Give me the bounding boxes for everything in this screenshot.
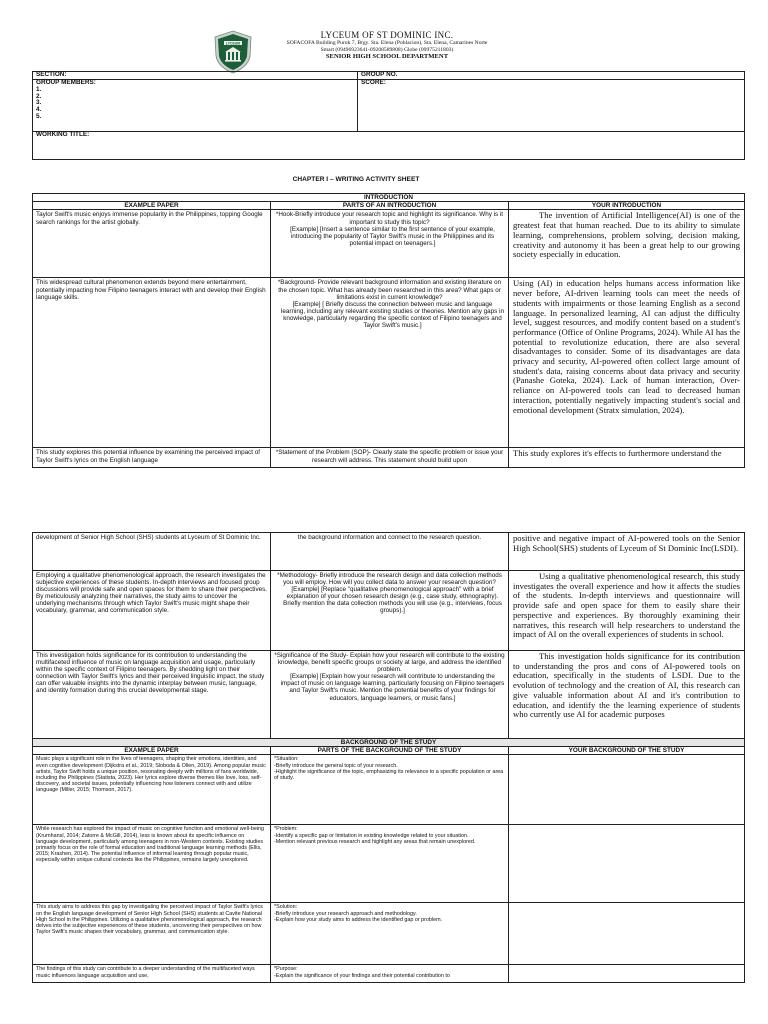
col-example-paper: EXAMPLE PAPER xyxy=(33,202,271,210)
logo-text: LYCEUM xyxy=(225,41,241,46)
parts-significance: *Significance of the Study- Explain how your research will contribute to the existing knowledge, benefit specific groups or society at large, and address the identified problem. [Example] [Explain how your research will contribute to understanding the impact of music on language learning, particularly focusing on Filipino teenagers and Taylor Swift's music. Mention the potential benefits of your findings for educators, language learners, or music fans.] xyxy=(271,651,509,739)
school-header xyxy=(262,30,512,61)
background-section-header: BACKGROUND OF THE STUDY xyxy=(33,739,745,747)
parts-methodology: *Methodology- Briefly introduce the research design and data collection methods you will employ. How will you collect data to answer your research question? [Example] [Replace "qualitative phenomenological approach" with a brief explanation of your chosen research design (e.g., case study, ethnography). Briefly mention the data collection methods you will use (e.g., interviews, focus groups).] xyxy=(271,571,509,651)
member-line: 1. xyxy=(36,85,42,93)
example-background: This widespread cultural phenomenon extends beyond mere entertainment, potentially impacting how Filipino teenagers interact with and develop their English language skills. xyxy=(33,278,271,448)
example-significance: This investigation holds significance for its contribution to understanding the multifaceted influence of music on language acquisition and usage, particularly within the specific context of Filipino teenagers. By shedding light on their connection with Taylor Swift's lyrics and their perceived linguistic impact, the study can offer valuable insights into the dynamic interplay between music, language, and identity formation during this crucial developmental stage. xyxy=(33,651,271,739)
member-line: 2. xyxy=(36,92,42,100)
parts-sop: *Statement of the Problem (SOP)- Clearly state the specific problem or issue your research will address. This statement should build upon xyxy=(271,448,509,468)
example-sop: This study explores this potential influence by examining the perceived impact of Taylor Swift's lyrics on the English language xyxy=(33,448,271,468)
sheet-title: CHAPTER I – WRITING ACTIVITY SHEET xyxy=(292,176,420,183)
group-members-field[interactable]: GROUP MEMBERS: 1. 2. 3. 4. 5. xyxy=(33,80,358,132)
working-title-field[interactable]: WORKING TITLE: xyxy=(33,132,745,160)
col-bg-example-paper: EXAMPLE PAPER xyxy=(33,747,271,755)
col-your-intro: YOUR INTRODUCTION xyxy=(509,202,745,210)
page-two xyxy=(0,528,768,1024)
intro-section-header: INTRODUCTION xyxy=(33,194,745,202)
school-name: LYCEUM OF ST DOMINIC INC. xyxy=(320,30,454,40)
parts-sop-continued: the background information and connect to the research question. xyxy=(271,533,509,571)
your-hook[interactable]: The invention of Artificial Intelligence(AI) is one of the greatest feat that human reached. Due to its ability to simulate learning, comprehensions, problem solving, decision making, creativity and autonomy it has been a great help to our growing society especially in education. xyxy=(509,210,745,278)
your-background[interactable]: Using (AI) in education helps humans access information like never before, AI-driven learning tools can meet the needs of students with impairments or those learning English as a second language. In personalized learning, AI can adjust the difficulty level, suggest resources, and modify content based on a student's performance (Office of Online Programs, 2024). While AI has the potential to revolutionize education, there are also several disadvantages to consider. Some of its disadvantages are data privacy and security, AI-powered often collect large amount of student's data, raising concerns about data privacy and security (Panashe Goteka, 2024). Lack of human interaction, Over-reliance on AI-powered tools can lead to decreased human interaction, potentially negatively impacting student's social and emotional development (Stratx simulation, 2024). xyxy=(509,278,745,448)
bg-your-purpose[interactable] xyxy=(509,965,745,983)
your-sop-continued[interactable]: positive and negative impact of AI-powered tools on the Senior High School(SHS) students of Lyceum of St Dominic Inc(LSDI). xyxy=(509,533,745,571)
bg-parts-purpose: *Purpose: -Explain the significance of your findings and their potential contribution to xyxy=(271,965,509,983)
your-significance[interactable]: This investigation holds significance for its contribution to understanding the pros and cons of AI-powered tools on education, specifically in the students of LSDI. Due to the evolution of technology and the creation of AI, this research can give valuable information about AI and it's contribution to education, and identify the the learning experience of students who currently use AI for academic purposes xyxy=(509,651,745,739)
bg-your-problem[interactable] xyxy=(509,825,745,903)
group-no-field[interactable]: GROUP NO. xyxy=(358,72,745,80)
intro-table-part-one xyxy=(32,193,744,468)
col-parts-intro: PARTS OF AN INTRODUCTION xyxy=(271,202,509,210)
bg-parts-situation: *Situation: -Briefly introduce the general topic of your research. -Highlight the significance of the topic, emphasizing its relevance to a specific population or area of study. xyxy=(271,755,509,825)
intro-table-part-two xyxy=(32,532,744,983)
parts-hook: *Hook-Briefly introduce your research topic and highlight its significance. Why is it important to study this topic? [Example] [Insert a sentence similar to the first sentence of your example, introducing the popularity of Taylor Swift's music in the Philippines and its potential impact on teenagers.] xyxy=(271,210,509,278)
bg-example-purpose: The findings of this study can contribute to a deeper understanding of the multifaceted ways music influences language acquisition and use, xyxy=(33,965,271,983)
col-bg-parts: PARTS OF THE BACKGROUND OF THE STUDY xyxy=(271,747,509,755)
bg-example-situation: Music plays a significant role in the lives of teenagers, shaping their emotions, identities, and even cognitive development (Dijkstra et al., 2019; Sloboda & Ollen, 2019). Among popular music artists, Taylor Swift holds a unique position, resonating deeply with millions of fans worldwide, including the Philippines (Statista, 2023). Her lyrics explore diverse themes like love, loss, self-discovery, and societal issues, potentially influencing how listeners connect with and utilize language (Miller, 2015; Thomson, 2017). xyxy=(33,755,271,825)
score-field[interactable]: SCORE: xyxy=(358,80,745,132)
school-department: SENIOR HIGH SCHOOL DEPARTMENT xyxy=(325,53,449,61)
example-sop-continued: development of Senior High School (SHS) students at Lyceum of St Dominic Inc. xyxy=(33,533,271,571)
bg-parts-solution: *Solution: -Briefly introduce your research approach and methodology. -Explain how your study aims to address the identified gap or problem. xyxy=(271,903,509,965)
page-one xyxy=(0,0,768,484)
example-methodology: Employing a qualitative phenomenological approach, the research investigates the subjective experiences of these students. In-depth interviews and focused group discussions will provide safe and open spaces for them to share their perspectives. By meticulously analyzing their narratives, the study aims to uncover the underlying mechanisms through which Taylor Swift's music might shape their vocabulary, grammar, and communication style. xyxy=(33,571,271,651)
member-line: 5. xyxy=(36,112,42,120)
example-hook: Taylor Swift's music enjoys immense popularity in the Philippines, topping Google search rankings for the artist globally. xyxy=(33,210,271,278)
bg-your-situation[interactable] xyxy=(509,755,745,825)
school-logo xyxy=(212,30,254,74)
school-contact: Smart (09496923641-09208589808) Globe (09975211803) xyxy=(320,46,454,53)
bg-your-solution[interactable] xyxy=(509,903,745,965)
your-methodology[interactable]: Using a qualitative phenomenological research, this study investigates the overall experience and how it affects the studies of the students. In-depth interviews and questionnaire will provide safe and open space for them to easily share their perspective and experiences. By thoroughly examining their narratives, this research will help researchers to understand the impact of AI on the overall experiences of students in school. xyxy=(509,571,745,651)
bg-example-problem: While research has explored the impact of music on cognitive function and emotional well-being (Krumhansl, 2014; Zatorre & McGill, 2014), less is known about its specific influence on language development, particularly among teenagers in non-Western contexts. Existing studies primarily focus on the role of formal education and traditional language learning methods (Ellis, 2015; Krashen, 2014). The potential influence of informal learning through popular music, especially within unique cultural contexts like the Philippines, remains largely unexplored. xyxy=(33,825,271,903)
section-field[interactable]: SECTION: xyxy=(33,72,358,80)
bg-example-solution: This study aims to address this gap by investigating the perceived impact of Taylor Swift's lyrics on the English language development of Senior High School (SHS) students at Cavite National High School in the Philippines. Utilizing a qualitative phenomenological approach, the research delves into the subjective experiences of these students, uncovering their perspectives on how Taylor Swift's music shapes their vocabulary, grammar, and communication style. xyxy=(33,903,271,965)
col-your-background: YOUR BACKGROUND OF THE STUDY xyxy=(509,747,745,755)
parts-background: *Background- Provide relevant background information and existing literature on the chosen topic. What has already been researched in this area? What gaps or limitations exist in current knowledge? [Example] [ Briefly discuss the connection between music and language learning, including any relevant existing studies or theories. Mention any gaps in knowledge, particularly regarding the specific context of Filipino teenagers and Taylor Swift's music.] xyxy=(271,278,509,448)
bg-parts-problem: *Problem: -Identify a specific gap or limitation in existing knowledge related to your situation. -Mention relevant previous research and highlight any areas that remain unexplored. xyxy=(271,825,509,903)
member-line: 4. xyxy=(36,106,42,114)
your-sop[interactable]: This study explores it's effects to furthermore understand the xyxy=(509,448,745,468)
group-info xyxy=(32,71,744,160)
school-address: SOFACOFA Building Purok 7, Brgy. Sta. Elena (Poblacion), Sta. Elena, Camarines Norte xyxy=(286,40,488,46)
member-line: 3. xyxy=(36,99,42,107)
